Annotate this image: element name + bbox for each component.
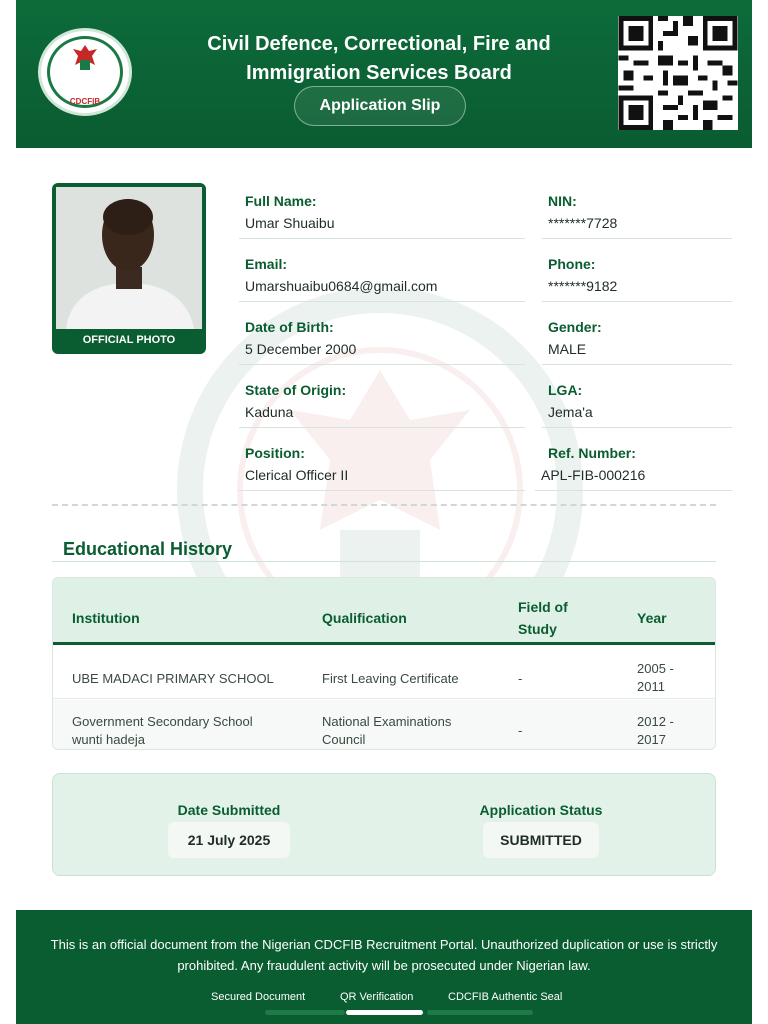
footer-link-authentic-seal[interactable]: CDCFIB Authentic Seal — [448, 991, 563, 1003]
header-banner — [16, 0, 752, 148]
dob-value: 5 December 2000 — [245, 341, 357, 357]
divider — [542, 301, 732, 302]
dashed-separator — [52, 504, 716, 506]
cell-field: - — [518, 723, 523, 738]
submission-summary — [52, 773, 716, 876]
nin-field — [548, 193, 732, 231]
header-institution: Institution — [72, 610, 140, 626]
title-line-2: Immigration Services Board — [246, 62, 512, 84]
lga-label: LGA: — [548, 382, 583, 398]
year-line-2: 2017 — [637, 732, 666, 747]
position-value: Clerical Officer II — [245, 467, 349, 483]
email-field — [245, 256, 525, 294]
divider — [542, 364, 732, 365]
state-value: Kaduna — [245, 404, 294, 420]
institution-line-1: Government Secondary School — [72, 714, 253, 729]
cell-institution — [72, 713, 253, 749]
qualification-line-1: National Examinations — [322, 714, 452, 729]
footer-notice-line-1: This is an official document from the Nigerian CDCFIB Recruitment Portal. Unauthorized duplication or use is strictly — [50, 937, 718, 952]
ref-number-value: APL-FIB-000216 — [541, 467, 646, 483]
year-line-2: 2011 — [637, 679, 665, 694]
applicant-photo — [56, 187, 202, 329]
section-divider — [52, 561, 716, 562]
phone-field — [548, 256, 732, 294]
gender-value: MALE — [548, 341, 587, 357]
year-line-1: 2012 - — [637, 714, 674, 729]
header-qualification: Qualification — [322, 610, 407, 626]
header-field-of-study — [518, 596, 568, 640]
application-status-label: Application Status — [479, 802, 603, 818]
education-table — [52, 577, 716, 750]
divider — [239, 490, 525, 491]
footer-link-secured-document[interactable]: Secured Document — [211, 991, 306, 1003]
divider — [239, 238, 525, 239]
official-photo-card — [52, 183, 206, 354]
divider — [239, 301, 525, 302]
institution-line-2: wunti hadeja — [72, 732, 145, 747]
application-slip-badge: Application Slip — [294, 86, 466, 126]
dob-field — [245, 319, 525, 357]
table-row — [53, 700, 716, 750]
cell-institution — [72, 670, 274, 688]
phone-value: *******9182 — [548, 278, 618, 294]
footer-indicator-1 — [265, 1010, 345, 1015]
footer-link-qr-verification[interactable]: QR Verification — [340, 991, 414, 1003]
title-line-1: Civil Defence, Correctional, Fire and — [207, 33, 551, 55]
lga-value: Jema'a — [548, 404, 593, 420]
header-year: Year — [637, 610, 667, 626]
institution-line-1: UBE MADACI PRIMARY SCHOOL — [72, 671, 274, 686]
footer — [16, 910, 752, 1024]
divider — [239, 427, 525, 428]
status-badge: SUBMITTED — [483, 822, 599, 858]
full-name-value: Umar Shuaibu — [245, 215, 335, 231]
year-line-1: 2005 - — [637, 661, 674, 676]
lga-field — [548, 382, 732, 420]
cell-qualification — [322, 713, 451, 749]
state-field — [245, 382, 525, 420]
nin-label: NIN: — [548, 193, 577, 209]
cell-year — [637, 660, 674, 696]
dob-label: Date of Birth: — [245, 319, 334, 335]
gender-label: Gender: — [548, 319, 602, 335]
phone-label: Phone: — [548, 256, 596, 272]
divider — [239, 364, 525, 365]
person-silhouette-icon — [56, 187, 202, 329]
nin-value: *******7728 — [548, 215, 618, 231]
email-value: Umarshuaibu0684@gmail.com — [245, 278, 438, 294]
footer-notice-line-2: prohibited. Any fraudulent activity will be prosecuted under Nigerian law. — [177, 958, 591, 973]
qualification-line-1: First Leaving Certificate — [322, 671, 459, 686]
gender-field — [548, 319, 732, 357]
header-field-line-1: Field of — [518, 599, 568, 615]
full-name-field — [245, 193, 525, 231]
table-header — [53, 578, 716, 645]
logo-text: CDCFIB — [69, 97, 101, 106]
footer-indicator-3 — [427, 1010, 533, 1015]
qualification-line-2: Council — [322, 732, 366, 747]
state-label: State of Origin: — [245, 382, 347, 398]
email-label: Email: — [245, 256, 288, 272]
photo-caption: OFFICIAL PHOTO — [82, 334, 176, 346]
divider — [542, 238, 732, 239]
header-field-line-2: Study — [518, 621, 557, 637]
page-title — [166, 30, 592, 88]
divider — [535, 490, 732, 491]
cell-field: - — [518, 671, 523, 686]
divider — [542, 427, 732, 428]
position-label: Position: — [245, 445, 305, 461]
cell-qualification — [322, 670, 459, 688]
date-submitted-label: Date Submitted — [177, 802, 281, 818]
coat-of-arms-icon — [69, 45, 101, 71]
date-submitted-value: 21 July 2025 — [168, 822, 290, 858]
footer-indicator-2 — [346, 1010, 423, 1015]
table-row — [53, 648, 716, 699]
cell-year — [637, 713, 674, 749]
position-field — [245, 445, 525, 483]
cdcfib-logo — [38, 28, 132, 116]
education-section-title: Educational History — [63, 539, 233, 559]
footer-notice — [30, 934, 738, 976]
ref-number-field — [541, 445, 732, 483]
ref-number-label: Ref. Number: — [548, 445, 636, 461]
qr-code-icon[interactable] — [618, 16, 738, 130]
full-name-label: Full Name: — [245, 193, 317, 209]
